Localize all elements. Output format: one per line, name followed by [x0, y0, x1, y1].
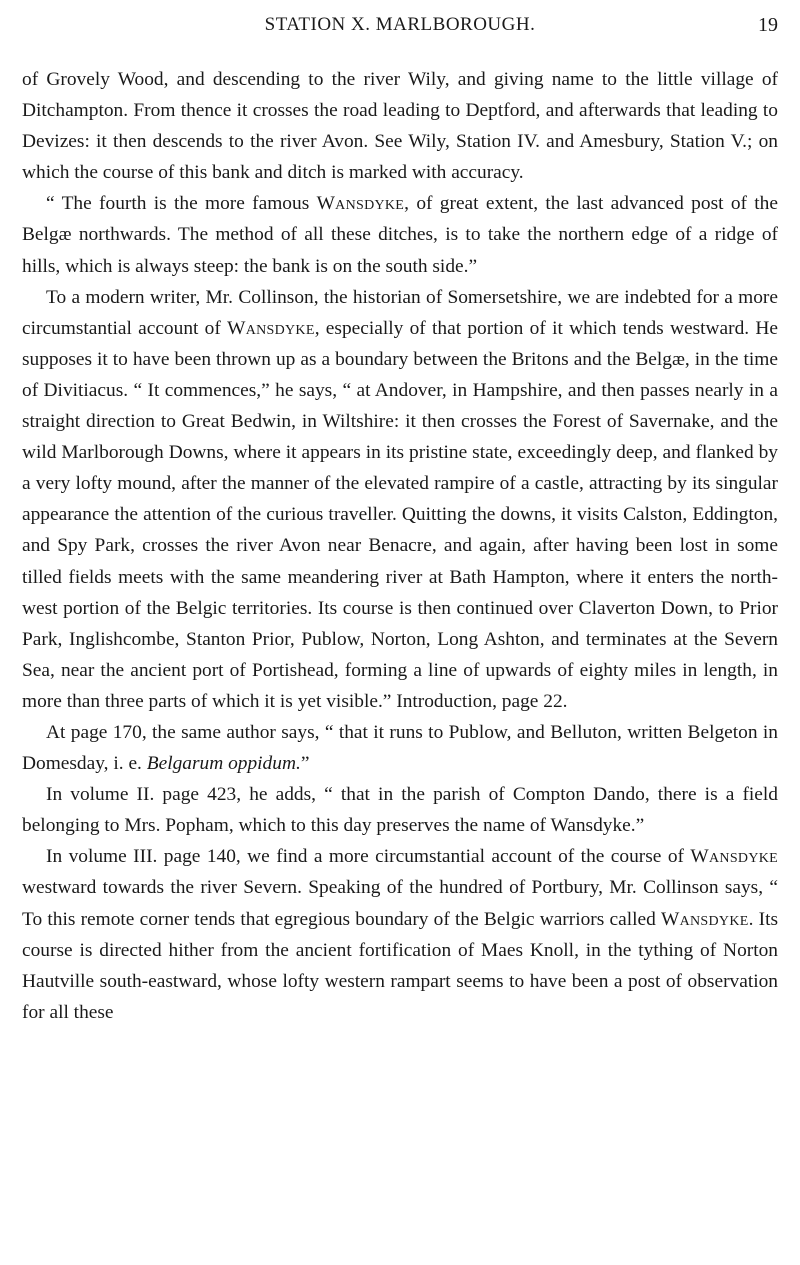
italic-text: Belgarum oppidum.: [146, 753, 301, 775]
text-run: To a modern writer, Mr. Collinson, the historian of Somersetshire, we are indebted for a more circumstantial account of: [22, 286, 778, 339]
text-run: , especially of that portion of it which tends westward. He supposes it to have been thrown up as a boundary between the Britons and the Belgæ, in the time of Divitiacus. “ It commences,” he says, “ at Andover, in Hampshire, and then passes nearly in a straight direction to Great Bedwin, in Wiltshire: it then crosses the Forest of Savernake, and the wild Marlborough Downs, where it appears in its pristine state, exceedingly deep, and flanked by a very lofty mound, after the manner of the elevated rampire of a castle, attracting by its singular appearance the attention of the curious traveller. Quitting the downs, it visits Calston, Eddington, and Spy Park, crosses the river Avon near Benacre, and again, after having been lost in some tilled fields meets with the same meandering river at Bath Hampton, where it enters the north-west portion of the Belgic territories. Its course is then continued over Claverton Down, to Prior Park, Inglishcombe, Stanton Prior, Publow, Norton, Long Ashton, and terminates at the Severn Sea, near the ancient port of Portishead, forming a line of upwards of eighty miles in length, in more than three parts of which it is yet visible.” Introduction, page 22.: [22, 317, 778, 712]
page-number: 19: [758, 14, 778, 36]
paragraph: [22, 188, 778, 281]
small-caps-name: Wansdyke: [316, 193, 405, 215]
small-caps-name: Wansdyke: [660, 908, 749, 930]
text-run: westward towards the river Severn. Speaking of the hundred of Portbury, Mr. Collinson says, “ To this remote corner tends that egregious boundary of the Belgic warriors called: [22, 877, 778, 930]
text-run: ”: [300, 753, 310, 775]
paragraph: [22, 841, 778, 1028]
paragraph: [22, 779, 778, 841]
small-caps-name: Wansdyke: [227, 317, 315, 339]
paragraph: [22, 717, 778, 779]
text-run: In volume III. page 140, we find a more circumstantial account of the course of: [46, 846, 691, 868]
text-run: “ The fourth is the more famous: [46, 193, 317, 215]
paragraph: [22, 64, 778, 188]
page-header: [22, 14, 778, 46]
text-run: In volume II. page 423, he adds, “ that in the parish of Compton Dando, there is a field belonging to Mrs. Popham, which to this day preserves the name of Wansdyke.”: [22, 784, 778, 837]
text-run: At page 170, the same author says, “ that it runs to Publow, and Belluton, written Belgeton in Domesday, i. e.: [22, 721, 778, 775]
text-run: , of great extent, the last advanced post of the Belgæ northwards. The method of all these ditches, is to take the northern edge of a ridge of hills, which is always steep: the bank is on the south side.”: [22, 193, 778, 277]
small-caps-name: Wansdyke: [690, 846, 778, 868]
paragraph: [22, 282, 778, 717]
body-text: [22, 64, 778, 1028]
text-run: . Its course is directed hither from the ancient fortification of Maes Knoll, in the tything of Norton Hautville south-eastward, whose lofty western rampart seems to have been a post of observation for all these: [22, 908, 779, 1023]
text-run: of Grovely Wood, and descending to the river Wily, and giving name to the little village of Ditchampton. From thence it crosses the road leading to Deptford, and afterwards that leading to Devizes: it then descends to the river Avon. See Wily, Station IV. and Amesbury, Station V.; on which the course of this bank and ditch is marked with accuracy.: [22, 69, 778, 184]
running-title: STATION X. MARLBOROUGH.: [264, 14, 536, 35]
